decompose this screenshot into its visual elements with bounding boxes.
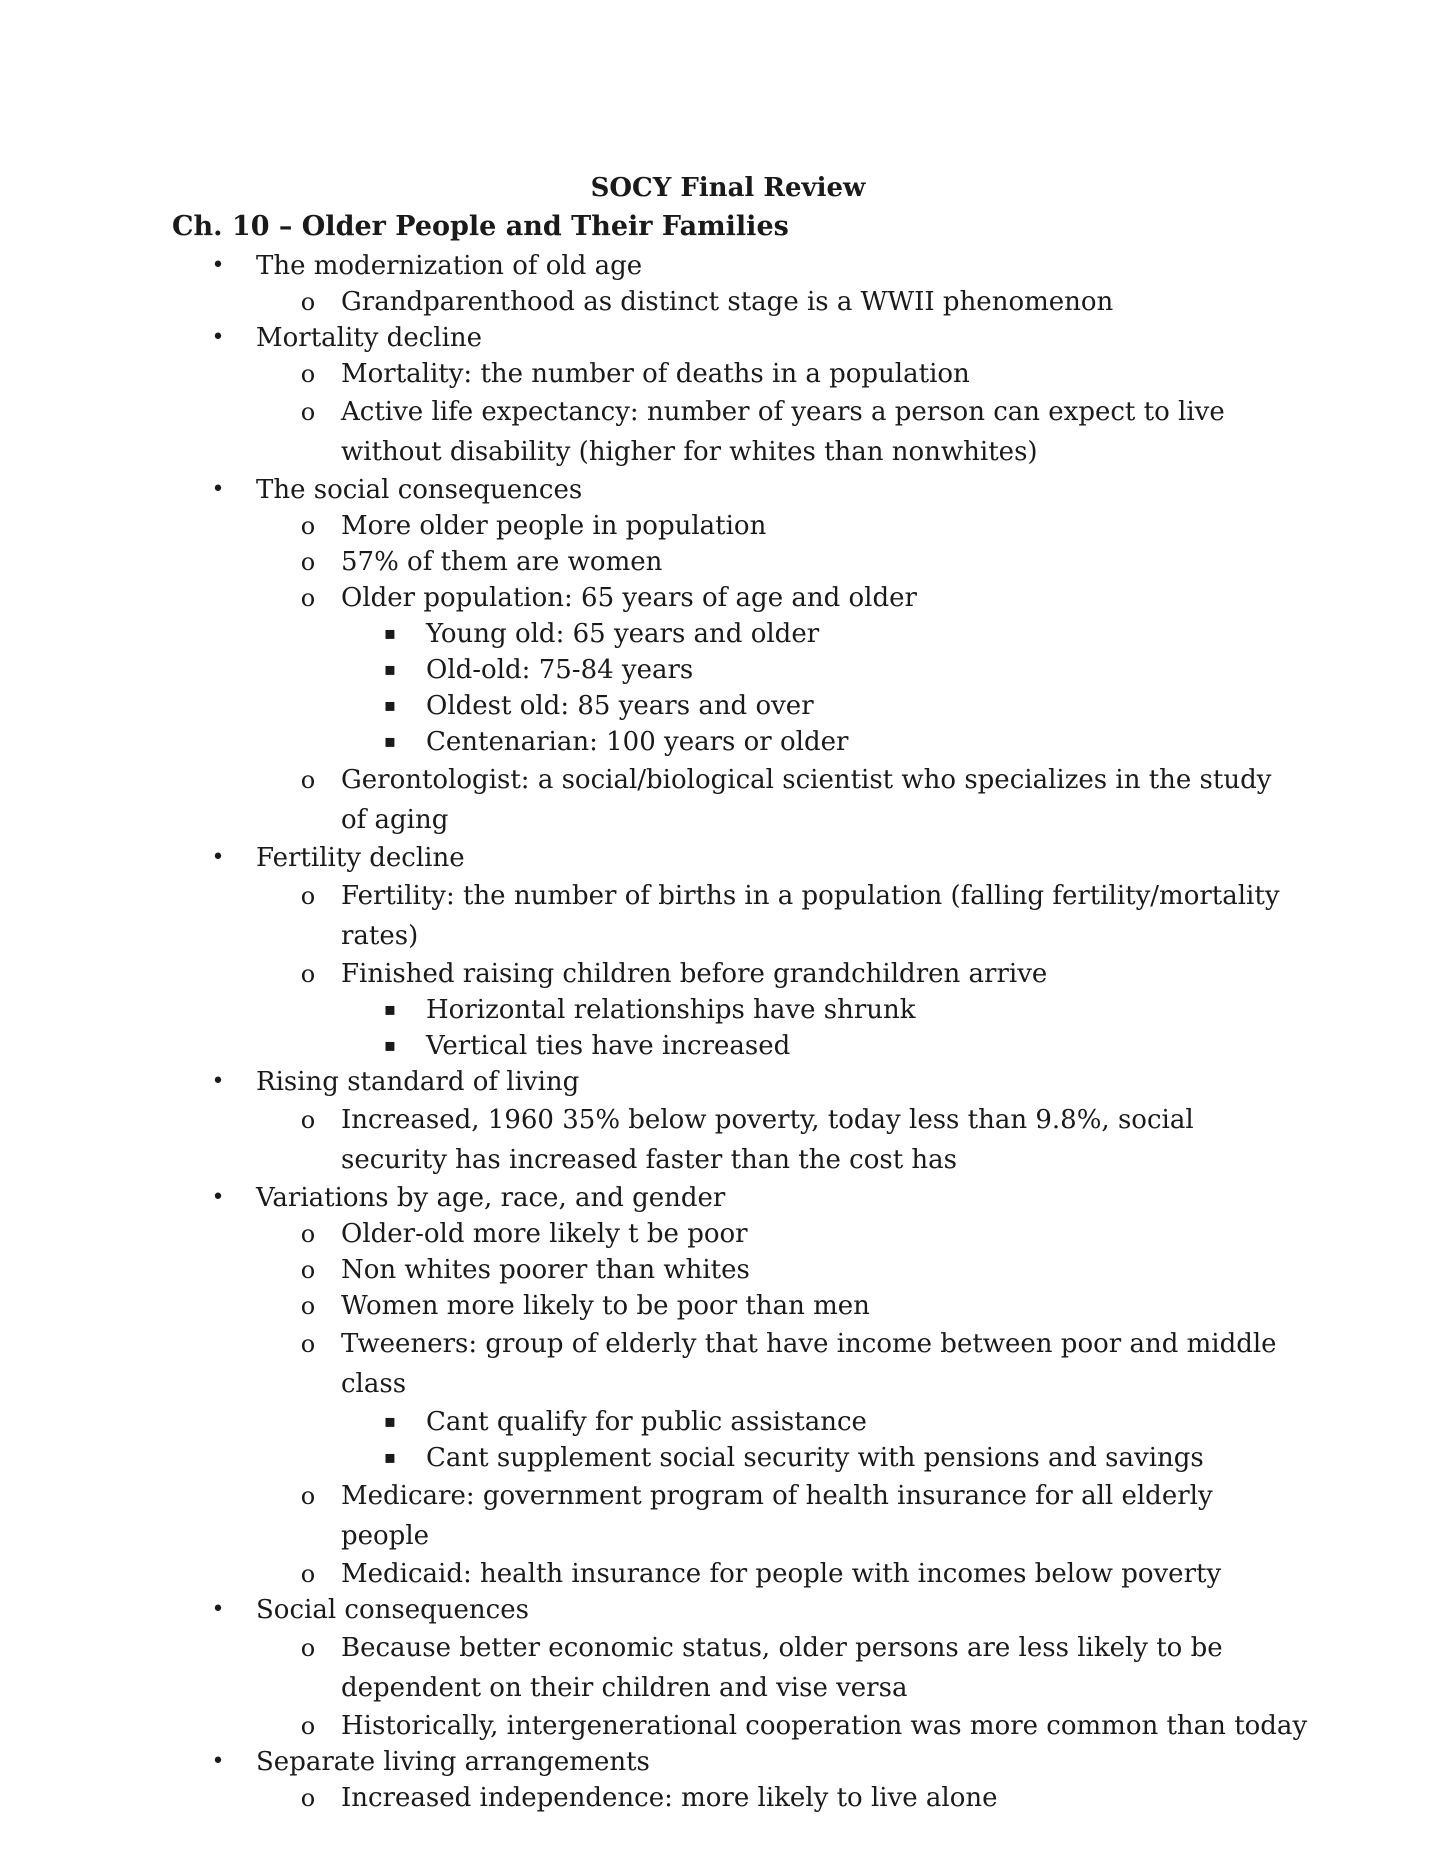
outline-item-text: Finished raising children before grandchildren arrive [341,959,1048,989]
square-bullet-icon: ▪ [383,695,397,716]
outline-item-level-1 [0,320,1456,356]
outline-item-level-2 [0,1628,1281,1708]
outline-item-text: Grandparenthood as distinct stage is a WWII phenomenon [341,287,1114,317]
outline-item-level-1 [0,1592,1456,1628]
bullet-icon: • [211,477,225,502]
outline-item-level-2 [0,1780,1456,1816]
outline-item-text: Mortality: the number of deaths in a population [341,359,970,389]
outline-item-text: Horizontal relationships have shrunk [426,995,916,1025]
outline-item-text: Old-old: 75-84 years [426,655,694,685]
circle-bullet-icon: o [300,1256,316,1284]
review-outline [0,248,1456,1816]
outline-item-text: Social consequences [256,1595,529,1625]
outline-item-text: Increased independence: more likely to live alone [341,1783,998,1813]
outline-item-text: Non whites poorer than whites [341,1255,750,1285]
outline-item-level-2 [0,356,1456,392]
bullet-icon: • [211,325,225,350]
outline-item-level-2 [0,580,1456,616]
outline-item-level-2 [0,392,1281,472]
circle-bullet-icon: o [300,288,316,316]
outline-item-level-2 [0,1288,1456,1324]
square-bullet-icon: ▪ [383,1447,397,1468]
circle-bullet-icon: o [300,1784,316,1812]
outline-item-level-3 [0,992,1456,1028]
outline-item-text: Medicaid: health insurance for people with incomes below poverty [341,1559,1222,1589]
outline-item-level-2 [0,1556,1456,1592]
document-title: SOCY Final Review [590,173,866,203]
outline-item-level-2 [0,1216,1456,1252]
outline-item-text: Fertility decline [256,843,465,873]
outline-item-text: Rising standard of living [256,1067,580,1097]
bullet-icon: • [211,1185,225,1210]
square-bullet-icon: ▪ [383,1035,397,1056]
outline-item-level-3 [0,1404,1456,1440]
circle-bullet-icon: o [300,1482,316,1510]
chapter-heading: Ch. 10 – Older People and Their Families [172,211,789,242]
outline-item-text: Variations by age, race, and gender [256,1183,726,1213]
outline-item-text: Centenarian: 100 years or older [426,727,849,757]
outline-item-level-2 [0,1324,1281,1404]
circle-bullet-icon: o [300,766,316,794]
outline-item-level-2 [0,1100,1281,1180]
square-bullet-icon: ▪ [383,623,397,644]
outline-item-level-2 [0,1476,1281,1556]
circle-bullet-icon: o [300,548,316,576]
outline-item-text: Older population: 65 years of age and older [341,583,917,613]
outline-item-level-2 [0,508,1456,544]
outline-item-text: Young old: 65 years and older [426,619,820,649]
bullet-icon: • [211,1069,225,1094]
circle-bullet-icon: o [300,512,316,540]
outline-item-text: Vertical ties have increased [426,1031,791,1061]
outline-item-text: Because better economic status, older persons are less likely to be dependent on their children and vise versa [341,1633,1223,1703]
outline-item-level-3 [0,724,1456,760]
circle-bullet-icon: o [300,1634,316,1662]
outline-item-text: Separate living arrangements [256,1747,650,1777]
circle-bullet-icon: o [300,1560,316,1588]
circle-bullet-icon: o [300,1712,316,1740]
outline-item-level-3 [0,1028,1456,1064]
outline-item-level-3 [0,616,1456,652]
bullet-icon: • [211,845,225,870]
circle-bullet-icon: o [300,960,316,988]
bullet-icon: • [211,1749,225,1774]
outline-item-level-2 [0,284,1456,320]
outline-item-text: The modernization of old age [256,251,643,281]
outline-item-level-2 [0,956,1456,992]
bullet-icon: • [211,1597,225,1622]
outline-item-level-1 [0,472,1456,508]
circle-bullet-icon: o [300,1106,316,1134]
outline-item-text: Mortality decline [256,323,483,353]
outline-item-level-2 [0,760,1281,840]
outline-item-text: Cant supplement social security with pensions and savings [426,1443,1204,1473]
outline-item-text: Tweeners: group of elderly that have income between poor and middle class [341,1329,1277,1399]
outline-item-text: The social consequences [256,475,583,505]
outline-item-level-2 [0,876,1281,956]
outline-item-text: Cant qualify for public assistance [426,1407,867,1437]
circle-bullet-icon: o [300,584,316,612]
outline-item-text: More older people in population [341,511,767,541]
circle-bullet-icon: o [300,882,316,910]
outline-item-text: Historically, intergenerational cooperation was more common than today [341,1711,1308,1741]
outline-item-level-1 [0,248,1456,284]
circle-bullet-icon: o [300,398,316,426]
outline-item-level-1 [0,840,1456,876]
outline-item-text: Oldest old: 85 years and over [426,691,814,721]
outline-item-text: Fertility: the number of births in a population (falling fertility/mortality rates) [341,881,1280,951]
square-bullet-icon: ▪ [383,1411,397,1432]
outline-item-text: 57% of them are women [341,547,663,577]
outline-item-text: Medicare: government program of health insurance for all elderly people [341,1481,1213,1551]
square-bullet-icon: ▪ [383,999,397,1020]
bullet-icon: • [211,253,225,278]
square-bullet-icon: ▪ [383,731,397,752]
circle-bullet-icon: o [300,1220,316,1248]
outline-item-text: Older-old more likely t be poor [341,1219,748,1249]
outline-item-text: Women more likely to be poor than men [341,1291,870,1321]
outline-item-level-2 [0,1252,1456,1288]
square-bullet-icon: ▪ [383,659,397,680]
outline-item-level-1 [0,1744,1456,1780]
circle-bullet-icon: o [300,1292,316,1320]
outline-item-text: Increased, 1960 35% below poverty, today less than 9.8%, social security has increased faster than the cost has [341,1105,1194,1175]
outline-item-level-1 [0,1064,1456,1100]
circle-bullet-icon: o [300,360,316,388]
outline-item-level-3 [0,1440,1456,1476]
outline-item-text: Gerontologist: a social/biological scientist who specializes in the study of aging [341,765,1272,835]
outline-item-level-3 [0,652,1456,688]
outline-item-level-3 [0,688,1456,724]
circle-bullet-icon: o [300,1330,316,1358]
outline-item-text: Active life expectancy: number of years a person can expect to live without disability (higher for whites than nonwhites) [341,397,1225,467]
outline-item-level-1 [0,1180,1456,1216]
outline-item-level-2 [0,1708,1456,1744]
outline-item-level-2 [0,544,1456,580]
